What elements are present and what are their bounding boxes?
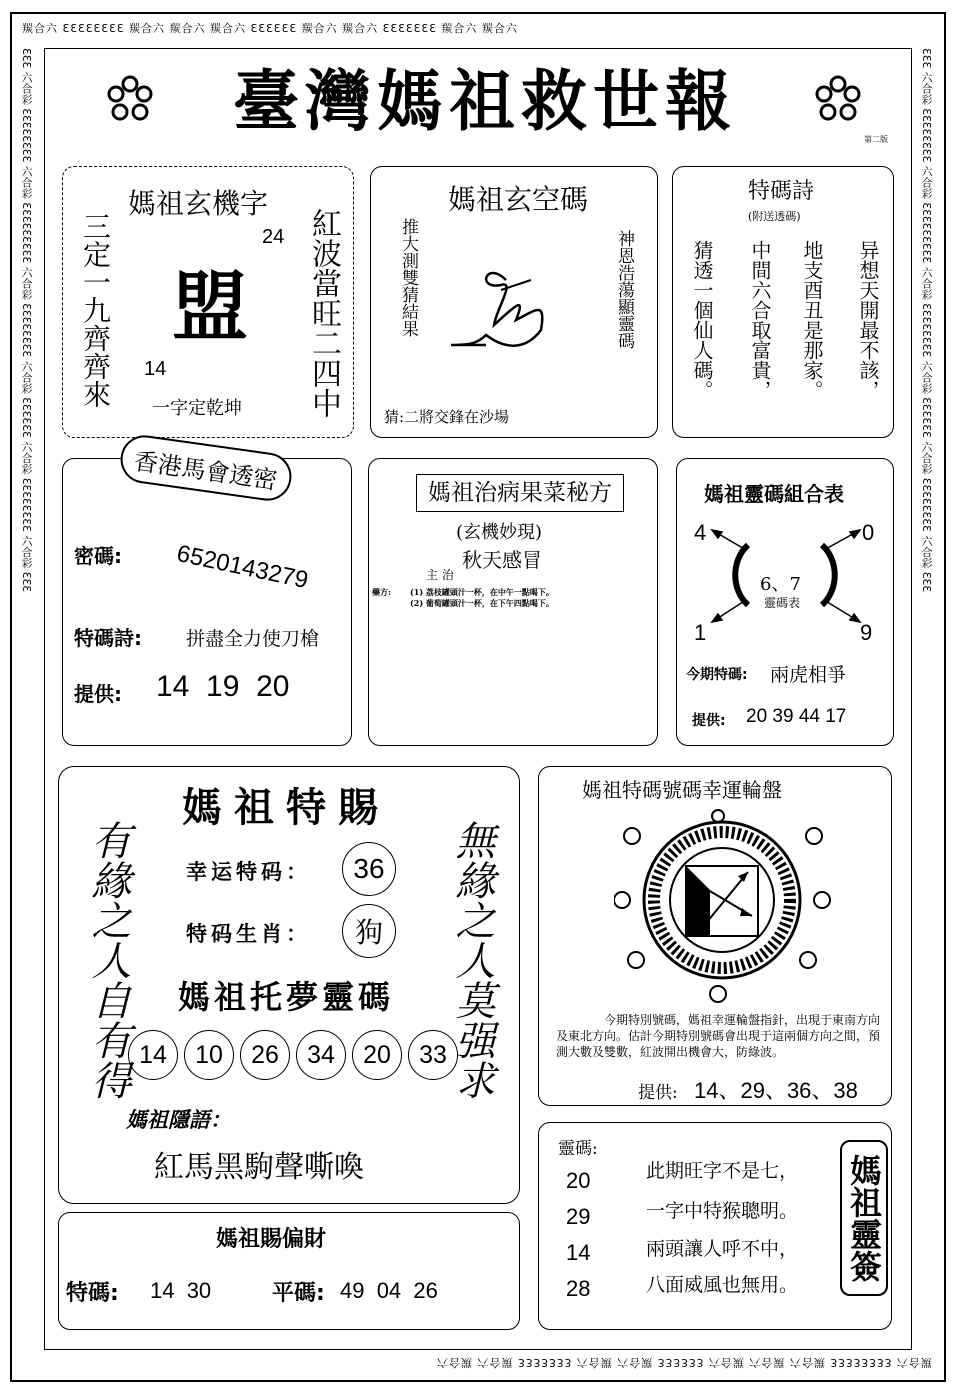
border-strip-top: 羰合六 ƐƐƐƐƐƐƐƐ 羰合六 羰合六 羰合六 ƐƐƐƐƐƐ 羰合六 羰合六 ƐƐƐƐƐƐƐ 羰合六 羰合六 [22,22,518,35]
gift-title: 媽祖特賜 [182,785,390,831]
combo-title: 媽祖靈碼組合表 [704,482,844,506]
gift-riddle-value: 紅馬黑駒聲嘶喚 [154,1150,364,1185]
wheel-provide-value: 14、29、36、38 [694,1078,858,1103]
gift-lucky-label: 幸运特码： [186,860,311,884]
dream-number: 33 [408,1030,458,1080]
remedy-main-value: 秋天感冒 [462,548,542,572]
poem-title: 特碼詩 [748,179,815,204]
border-strip-right: ƐƐƐ 六合彩 ƐƐƐƐƐƐƐƐ 六合彩 ƐƐƐƐƐƐƐƐƐ 六合彩 ƐƐƐƐƐƐƐƐ 六合彩 ƐƐƐƐƐƐ 六合彩 ƐƐƐƐƐƐƐƐ 六合彩 ƐƐƐ [920,48,933,593]
wheel-description: 今期特別號碼，媽祖幸運輪盤指針，出現于東南方向及東北方向。估計今期特別號碼會出現于這兩個方向之間，預測大數及雙數，紅波開出機會大，防綠波。 [556,1013,881,1059]
lingma-badge: 媽祖靈簽 [840,1140,888,1296]
scribble-drawing-icon [446,250,576,360]
hk-code-value: 6520143279 [174,540,311,595]
gift-zodiac-value: 狗 [342,904,396,958]
dream-number: 26 [240,1030,290,1080]
xuankong-right-text: 神恩浩蕩顯靈碼 [614,230,634,349]
hk-poem-label: 特碼詩: [74,626,142,650]
lingma-number: 20 [566,1168,591,1193]
flower-ornament-icon [100,70,160,130]
xuankong-left-text: 推大測雙猜結果 [398,218,418,337]
wheel-title: 媽祖特碼號碼幸運輪盤 [582,778,782,802]
lingma-number: 29 [566,1204,591,1229]
gift-dream-title: 媽祖托夢靈碼 [178,978,395,1016]
xuanji-right-text: 紅波當旺二四中 [306,208,341,418]
xuankong-title: 媽祖玄空碼 [448,183,589,216]
combo-period-label: 今期特碼: [686,667,748,683]
roulette-wheel-icon [614,808,834,1008]
dream-number: 34 [296,1030,346,1080]
xuanji-big-character: 盟 [172,262,248,351]
combo-provide-label: 提供: [692,713,726,729]
combo-bottom-right: 9 [860,620,873,645]
lucky-special-value: 14 30 [150,1278,212,1303]
poem-line-1: 异想天開最不該， [856,240,880,400]
remedy-subtitle: (玄機妙現) [456,522,543,543]
hk-provide-value: 14 19 20 [156,670,290,703]
hk-poem-value: 拼盡全力使刀槍 [186,628,320,650]
hk-stamp: 香港馬會透密 [117,432,294,503]
xuanji-title: 媽祖玄機字 [128,187,269,220]
combo-top-right: 0 [862,520,875,545]
gift-lucky-value: 36 [342,842,396,896]
lucky-special-label: 特碼: [66,1281,119,1306]
flower-ornament-icon [808,70,868,130]
xuanji-number-top: 24 [262,226,285,248]
edition-label: 第二版 [864,135,888,144]
lingma-poem-line: 八面威風也無用。 [646,1274,799,1296]
poem-line-3: 中間六合取富貴， [748,240,772,400]
xuanji-caption: 一字定乾坤 [152,398,242,419]
poem-line-4: 猜透一個仙人碼。 [690,240,714,400]
wheel-provide-label: 提供: [638,1083,678,1103]
gift-zodiac-label: 特码生肖： [186,922,311,946]
lingma-poem-line: 一字中特猴聰明。 [646,1200,799,1222]
combo-center-numbers: 6、7 [760,574,801,595]
combo-center-label: 靈碼表 [764,596,801,610]
lingma-number: 28 [566,1276,591,1301]
xuanji-left-text: 三定一九齊齊來 [79,212,112,408]
gift-riddle-label: 媽祖隱語： [126,1108,231,1132]
hk-code-label: 密碼: [74,544,122,568]
gift-left-vertical: 有緣之人自有得 [85,820,131,1100]
remedy-recipe-line-1: (1) 荔枝罐頭汁一杯，在中午一點喝下。 [410,587,554,597]
border-strip-left: ƐƐƐ 六合彩 ƐƐƐƐƐƐƐƐ 六合彩 ƐƐƐƐƐƐƐƐƐ 六合彩 ƐƐƐƐƐƐƐƐ 六合彩 ƐƐƐƐƐƐ 六合彩 ƐƐƐƐƐƐƐƐ 六合彩 ƐƐƐ [20,48,33,593]
page-title: 臺灣媽祖救世報 [233,63,737,140]
xuanji-number-bottom: 14 [144,358,167,380]
remedy-title: 媽祖治病果菜秘方 [416,474,624,512]
dream-number: 20 [352,1030,402,1080]
lucky-title: 媽祖賜偏財 [216,1227,327,1252]
combo-period-value: 兩虎相爭 [770,664,847,686]
remedy-recipe-line-2: (2) 葡萄罐頭汁一杯，在下午四點喝下。 [410,598,554,608]
combo-top-left: 4 [694,520,707,545]
poem-subtitle: (附送透碼) [748,210,801,223]
remedy-recipe-label: 藥方: [372,587,391,597]
lingma-poem-line: 兩頭讓人呼不中， [646,1238,799,1260]
lingma-poem-line: 此期旺字不是七， [646,1160,799,1182]
poem-line-2: 地支酉丑是那家。 [800,240,824,400]
gift-right-vertical: 無緣之人莫强求 [449,820,495,1100]
xuankong-guess: 猜:二將交鋒在沙場 [384,408,510,426]
combo-bottom-left: 1 [694,620,707,645]
lucky-normal-value: 49 04 26 [340,1278,438,1303]
hk-provide-label: 提供: [74,682,122,706]
lingma-label: 靈碼: [558,1139,598,1159]
lingma-number: 14 [566,1240,591,1265]
lucky-normal-label: 平碼: [272,1281,325,1306]
dream-number: 14 [128,1030,178,1080]
border-strip-bottom: 羰合六 ƐƐƐƐƐƐƐƐ 羰合六 羰合六 羰合六 ƐƐƐƐƐƐ 羰合六 羰合六 ƐƐƐƐƐƐƐ 羰合六 羰合六 [436,1356,932,1369]
dream-number: 10 [184,1030,234,1080]
combo-provide-value: 20 39 44 17 [746,706,847,727]
remedy-main-label: 主 治 [426,568,454,582]
